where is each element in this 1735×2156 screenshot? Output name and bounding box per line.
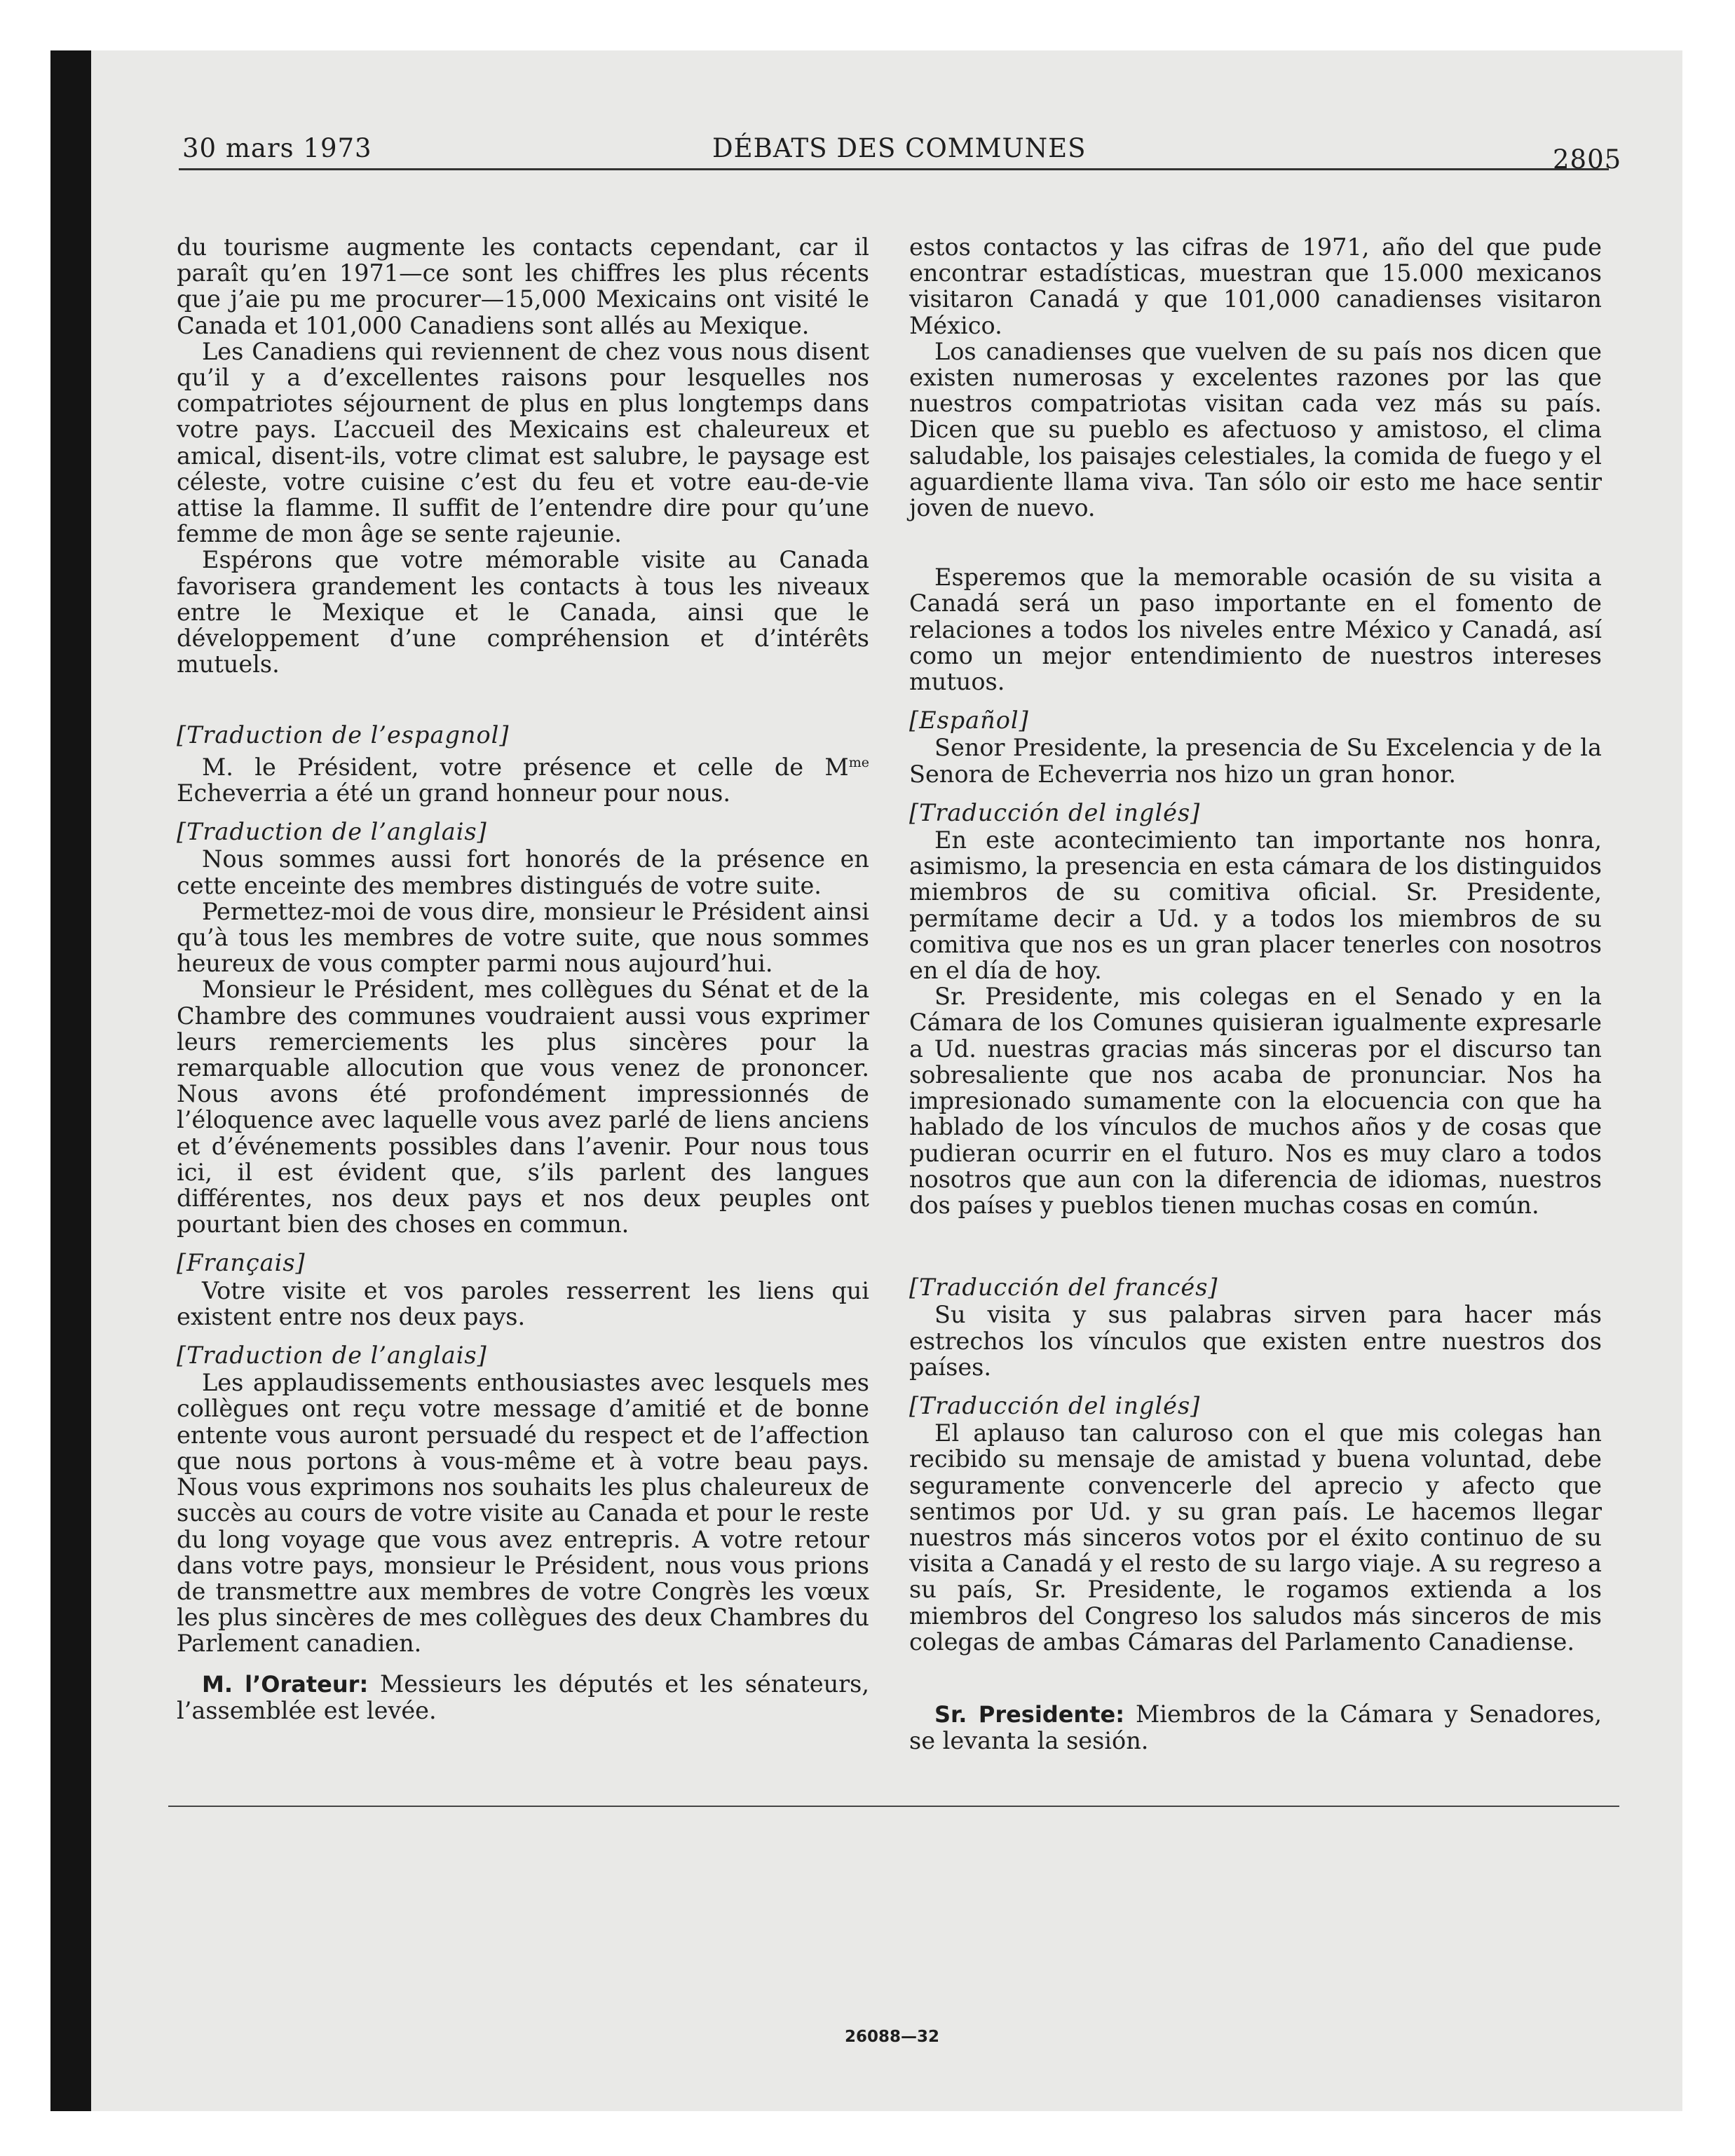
es-paragraph-3: Esperemos que la memorable ocasión de su visita a Canadá será un paso importante en el fomento de relaciones a todos los niveles entre México y Canadá, así como un mejor entendimiento de nuestros intereses mutuos. — [909, 564, 1602, 696]
spacer — [177, 677, 869, 709]
header-title: DÉBATS DES COMMUNES — [712, 133, 1087, 163]
es-translation-label-1: [Español] — [909, 707, 1029, 735]
fr-translation-label-3: [Français] — [177, 1249, 306, 1277]
fr-superscript: me — [848, 754, 869, 770]
fr-paragraph-2: Les Canadiens qui reviennent de chez vous nous disent qu’il y a d’excellentes raisons pour lesquelles nos compatriotes séjournent de plus en plus longtemps dans votre pays. L’accueil des Mexicains est chaleureux et amical, disent-ils, votre climat est salubre, le paysage est céleste, votre cuisine c’est du feu et votre eau-de-vie attise la flamme. Il suffit de l’entendre dire pour qu’une femme de mon âge se sente rajeunie. — [177, 337, 869, 548]
es-paragraph-1: estos contactos y las cifras de 1971, año del que pude encontrar estadísticas, muestran que 15.000 mexicanos visitaron Canadá y que 101,000 canadienses visitaron México. — [909, 233, 1602, 339]
fr-paragraph-4-start: M. le Président, votre présence et celle de M — [202, 753, 849, 781]
header-date: 30 mars 1973 — [182, 133, 372, 163]
es-paragraph-2: Los canadienses que vuelven de su país nos dicen que existen numerosas y excelentes razones por las que nuestros compatriotas visitan cada vez más su país. Dicen que su pueblo es afectuoso y amistoso, el clima saludable, los paisajes celestiales, la comida de fuego y el aguardiente llama viva. Tan sólo oir esto me hace sentir joven de nuevo. — [909, 337, 1602, 522]
fr-closing-text: Messieurs les députés et les sénateurs, l’assemblée est levée. — [177, 1670, 870, 1724]
fr-translation-label-1: [Traduction de l’espagnol] — [177, 721, 510, 749]
es-translation-label-4: [Traducción del inglés] — [909, 1391, 1201, 1419]
es-closing-text: Miembros de la Cámara y Senadores, se levanta la sesión. — [909, 1700, 1603, 1755]
fr-translation-label-2: [Traduction de l’anglais] — [177, 818, 487, 846]
header-rule — [179, 168, 1609, 170]
fr-translation-label-4: [Traduction de l’anglais] — [177, 1342, 487, 1370]
fr-paragraph-1: du tourisme augmente les contacts cependant, car il paraît qu’en 1971—ce sont les chiffres les plus récents que j’aie pu me procurer—15,000 Mexicains ont visité le Canada et 101,000 Canadiens sont allés au Mexique. — [177, 233, 869, 339]
fr-paragraph-5: Nous sommes aussi fort honorés de la présence en cette enceinte des membres distingués de votre suite. — [177, 845, 869, 899]
footer-code: 26088—32 — [845, 2028, 940, 2046]
header-page-number: 2805 — [1553, 144, 1622, 175]
es-paragraph-7: Su visita y sus palabras sirven para hacer más estrechos los vínculos que existen entre nuestros dos países. — [909, 1301, 1602, 1381]
fr-paragraph-9: Les applaudissements enthousiastes avec lesquels mes collègues ont reçu votre message d’amitié et de bonne entente vous auront persuadé du respect et de l’affection que nous portons à vous-même et à votre beau pays. Nous vous exprimons nos souhaits les plus chaleureux de succès au cours de votre visite au Canada et pour le reste du long voyage que vous avez entrepris. A votre retour dans votre pays, monsieur le Président, nous vous prions de transmettre aux membres de votre Congrès les vœux les plus sincères de mes collègues des deux Chambres du Parlement canadien. — [177, 1369, 869, 1658]
es-paragraph-6: Sr. Presidente, mis colegas en el Senado y en la Cámara de los Comunes quisieran igualmente expresarle a Ud. nuestras gracias más sinceras por el discurso tan sobresaliente que nos acaba de pronunciar. Nos ha impresionado sumamente con la elocuencia con que ha hablado de los vínculos de muchos años y de cosas que pudieran ocurrir en el futuro. Nos es muy claro a todos nosotros que aun con la diferencia de idiomas, nuestros dos países y pueblos tienen muchas cosas en común. — [909, 983, 1602, 1219]
fr-paragraph-6: Permettez-moi de vous dire, monsieur le Président ainsi qu’à tous les membres de votre suite, que nous sommes heureux de vous compter parmi nous aujourd’hui. — [177, 897, 869, 978]
es-paragraph-5: En este acontecimiento tan importante nos honra, asimismo, la presencia en esta cámara de los distinguidos miembros de su comitiva oficial. Sr. Presidente, permítame decir a Ud. y a todos los miembros de su comitiva que nos es un gran placer tenerles con nosotros en el día de hoy. — [909, 826, 1602, 985]
fr-speaker-name: M. l’Orateur: — [202, 1670, 369, 1698]
fr-paragraph-4-end: Echeverria a été un grand honneur pour nous. — [177, 779, 730, 807]
es-closing-paragraph — [909, 1701, 1602, 1754]
fr-paragraph-4 — [177, 750, 869, 807]
es-paragraph-4: Senor Presidente, la presencia de Su Excelencia y de la Senora de Echeverria nos hizo un gran honor. — [909, 734, 1602, 788]
spanish-column — [909, 234, 1602, 1754]
fr-paragraph-3: Espérons que votre mémorable visite au Canada favorisera grandement les contacts à tous les niveaux entre le Mexique et le Canada, ainsi que le développement d’une compréhension et d’intérêts mutuels. — [177, 546, 869, 678]
fr-paragraph-8: Votre visite et vos paroles resserrent les liens qui existent entre nos deux pays. — [177, 1276, 869, 1330]
spacer — [909, 521, 1602, 564]
bottom-rule — [168, 1806, 1619, 1807]
es-translation-label-3: [Traducción del francés] — [909, 1274, 1218, 1302]
fr-paragraph-7: Monsieur le Président, mes collègues du Sénat et de la Chambre des communes voudraient aussi vous exprimer leurs remerciements les plus sincères pour la remarquable allocution que vous venez de prononcer. Nous avons été profondément impressionnés de l’éloquence avec laquelle vous avez parlé de liens anciens et d’événements possibles dans l’avenir. Pour nous tous ici, il est évident que, s’ils parlent des langues différentes, nos deux pays et nos deux peuples ont pourtant bien des choses en commun. — [177, 976, 869, 1239]
es-paragraph-8: El aplauso tan caluroso con el que mis colegas han recibido su mensaje de amistad y buena voluntad, debe seguramente convencerle del aprecio y afecto que sentimos por Ud. y su gran país. Le hacemos llegar nuestros más sinceros votos por el éxito continuo de su visita a Canadá y el resto de su largo viaje. A su regreso a su país, Sr. Presidente, le rogamos extienda a los miembros del Congreso los saludos más sinceros de mis colegas de ambas Cámaras del Parlamento Canadiense. — [909, 1419, 1602, 1656]
spacer — [909, 1655, 1602, 1687]
scan-edge — [50, 50, 91, 2111]
fr-closing-paragraph — [177, 1671, 869, 1724]
spacer — [909, 1218, 1602, 1262]
es-speaker-name: Sr. Presidente: — [934, 1700, 1125, 1728]
french-column — [177, 234, 869, 1724]
es-translation-label-2: [Traducción del inglés] — [909, 798, 1201, 826]
